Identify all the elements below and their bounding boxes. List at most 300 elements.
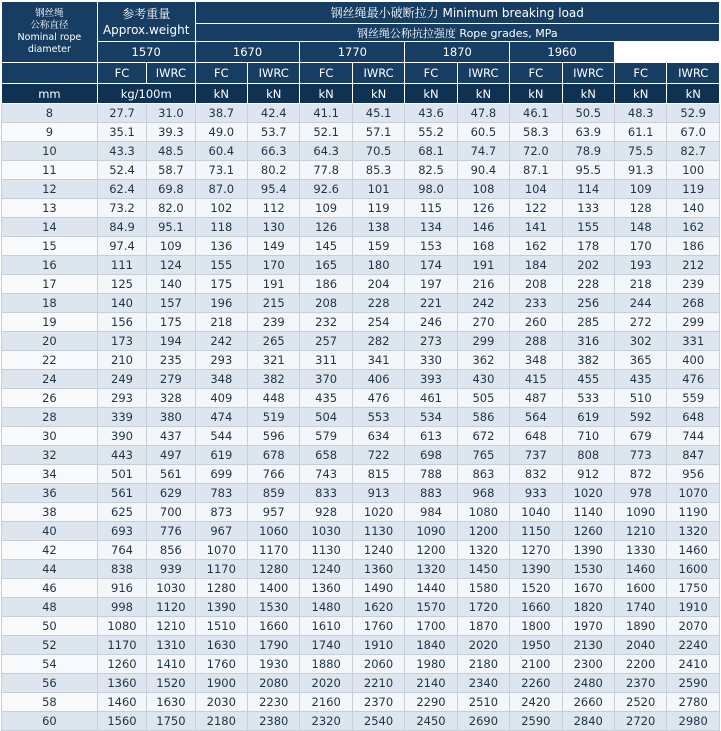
value-cell: 2320	[300, 712, 352, 731]
value-cell: 1530	[248, 598, 300, 617]
value-cell: 215	[248, 294, 300, 313]
diameter-cell: 20	[2, 332, 98, 351]
value-cell: 437	[147, 427, 195, 446]
value-cell: 55.2	[405, 123, 457, 142]
unit-kn: kN	[457, 84, 509, 104]
value-cell: 1970	[562, 617, 614, 636]
value-cell: 553	[352, 408, 404, 427]
value-cell: 808	[562, 446, 614, 465]
value-cell: 1360	[352, 560, 404, 579]
value-cell: 249	[97, 370, 146, 389]
value-cell: 710	[562, 427, 614, 446]
value-cell: 1460	[614, 560, 666, 579]
diameter-cell: 8	[2, 104, 98, 123]
value-cell: 1670	[562, 579, 614, 598]
value-cell: 2480	[562, 674, 614, 693]
table-row	[2, 598, 720, 617]
value-cell: 619	[562, 408, 614, 427]
value-cell: 87.1	[510, 161, 562, 180]
value-cell: 1750	[147, 712, 195, 731]
value-cell: 1360	[300, 579, 352, 598]
value-cell: 504	[300, 408, 352, 427]
value-cell: 625	[97, 503, 146, 522]
unit-kn: kN	[405, 84, 457, 104]
diameter-cell: 52	[2, 636, 98, 655]
value-cell: 390	[97, 427, 146, 446]
value-cell: 2180	[457, 655, 509, 674]
value-cell: 2370	[352, 693, 404, 712]
value-cell: 737	[510, 446, 562, 465]
value-cell: 153	[405, 237, 457, 256]
value-cell: 216	[457, 275, 509, 294]
value-cell: 2260	[510, 674, 562, 693]
diameter-cell: 16	[2, 256, 98, 275]
value-cell: 1460	[667, 541, 720, 560]
value-cell: 155	[195, 256, 247, 275]
value-cell: 109	[614, 180, 666, 199]
diameter-cell: 60	[2, 712, 98, 731]
value-cell: 2040	[614, 636, 666, 655]
diameter-cell: 54	[2, 655, 98, 674]
units-row	[2, 84, 720, 104]
value-cell: 124	[147, 256, 195, 275]
value-cell: 348	[195, 370, 247, 389]
value-cell: 815	[352, 465, 404, 484]
value-cell: 1320	[405, 560, 457, 579]
value-cell: 382	[562, 351, 614, 370]
iwrc-header: IWRC	[667, 63, 720, 84]
value-cell: 256	[562, 294, 614, 313]
value-cell: 561	[97, 484, 146, 503]
value-cell: 130	[248, 218, 300, 237]
value-cell: 341	[352, 351, 404, 370]
value-cell: 285	[562, 313, 614, 332]
value-cell: 1950	[510, 636, 562, 655]
value-cell: 299	[667, 313, 720, 332]
diameter-cell: 36	[2, 484, 98, 503]
value-cell: 90.4	[457, 161, 509, 180]
value-cell: 461	[405, 389, 457, 408]
value-cell: 956	[667, 465, 720, 484]
value-cell: 52.9	[667, 104, 720, 123]
value-cell: 2140	[405, 674, 457, 693]
value-cell: 95.1	[147, 218, 195, 237]
value-cell: 1410	[147, 655, 195, 674]
value-cell: 115	[405, 199, 457, 218]
value-cell: 933	[510, 484, 562, 503]
value-cell: 186	[300, 275, 352, 294]
value-cell: 1070	[667, 484, 720, 503]
table-row	[2, 712, 720, 731]
table-row	[2, 256, 720, 275]
value-cell: 1740	[300, 636, 352, 655]
value-cell: 1820	[562, 598, 614, 617]
value-cell: 64.3	[300, 142, 352, 161]
value-cell: 2020	[457, 636, 509, 655]
value-cell: 194	[147, 332, 195, 351]
unit-mm: mm	[2, 84, 98, 104]
value-cell: 698	[405, 446, 457, 465]
table-row	[2, 370, 720, 389]
value-cell: 112	[248, 199, 300, 218]
value-cell: 370	[300, 370, 352, 389]
value-cell: 435	[614, 370, 666, 389]
table-row	[2, 389, 720, 408]
value-cell: 288	[510, 332, 562, 351]
value-cell: 928	[300, 503, 352, 522]
value-cell: 73.1	[195, 161, 247, 180]
value-cell: 58.3	[510, 123, 562, 142]
value-cell: 613	[405, 427, 457, 446]
iwrc-header: IWRC	[457, 63, 509, 84]
value-cell: 1910	[667, 598, 720, 617]
diameter-cell: 26	[2, 389, 98, 408]
value-cell: 1030	[300, 522, 352, 541]
diameter-type-cell	[2, 63, 98, 84]
table-row	[2, 294, 720, 313]
value-cell: 321	[248, 351, 300, 370]
value-cell: 228	[562, 275, 614, 294]
value-cell: 679	[614, 427, 666, 446]
value-cell: 998	[97, 598, 146, 617]
value-cell: 2450	[405, 712, 457, 731]
value-cell: 2840	[562, 712, 614, 731]
diameter-cell: 28	[2, 408, 98, 427]
value-cell: 74.7	[457, 142, 509, 161]
value-cell: 1800	[510, 617, 562, 636]
value-cell: 859	[248, 484, 300, 503]
value-cell: 766	[248, 465, 300, 484]
table-row	[2, 636, 720, 655]
nominal-diameter-header	[2, 2, 98, 63]
grade-values-row	[2, 42, 720, 63]
value-cell: 191	[457, 256, 509, 275]
value-cell: 2660	[562, 693, 614, 712]
value-cell: 108	[457, 180, 509, 199]
value-cell: 118	[195, 218, 247, 237]
value-cell: 82.5	[405, 161, 457, 180]
value-cell: 1020	[562, 484, 614, 503]
value-cell: 85.3	[352, 161, 404, 180]
unit-kn: kN	[667, 84, 720, 104]
value-cell: 1330	[614, 541, 666, 560]
iwrc-header: IWRC	[562, 63, 614, 84]
value-cell: 872	[614, 465, 666, 484]
table-row	[2, 579, 720, 598]
value-cell: 279	[147, 370, 195, 389]
table-row	[2, 142, 720, 161]
value-cell: 77.8	[300, 161, 352, 180]
value-cell: 1480	[300, 598, 352, 617]
value-cell: 41.1	[300, 104, 352, 123]
value-cell: 2030	[195, 693, 247, 712]
value-cell: 2160	[300, 693, 352, 712]
value-cell: 968	[457, 484, 509, 503]
fc-header: FC	[405, 63, 457, 84]
diameter-cell: 24	[2, 370, 98, 389]
value-cell: 1080	[97, 617, 146, 636]
value-cell: 63.9	[562, 123, 614, 142]
value-cell: 221	[405, 294, 457, 313]
value-cell: 272	[614, 313, 666, 332]
table-row	[2, 275, 720, 294]
value-cell: 833	[300, 484, 352, 503]
diameter-cell: 9	[2, 123, 98, 142]
value-cell: 174	[405, 256, 457, 275]
value-cell: 75.5	[614, 142, 666, 161]
value-cell: 208	[300, 294, 352, 313]
value-cell: 967	[195, 522, 247, 541]
value-cell: 27.7	[97, 104, 146, 123]
value-cell: 1210	[614, 522, 666, 541]
value-cell: 1870	[457, 617, 509, 636]
value-cell: 1320	[667, 522, 720, 541]
value-cell: 1750	[667, 579, 720, 598]
value-cell: 1210	[147, 617, 195, 636]
value-cell: 1610	[300, 617, 352, 636]
value-cell: 519	[248, 408, 300, 427]
value-cell: 856	[147, 541, 195, 560]
rope-grades-header: 钢丝绳公称抗拉强度 Rope grades, MPa	[195, 24, 719, 42]
value-cell: 39.3	[147, 123, 195, 142]
value-cell: 210	[97, 351, 146, 370]
value-cell: 228	[352, 294, 404, 313]
value-cell: 722	[352, 446, 404, 465]
value-cell: 60.4	[195, 142, 247, 161]
value-cell: 1130	[300, 541, 352, 560]
nominal-cn-line1: 钢丝绳	[35, 8, 64, 19]
value-cell: 1120	[147, 598, 195, 617]
value-cell: 186	[667, 237, 720, 256]
value-cell: 773	[614, 446, 666, 465]
value-cell: 1140	[562, 503, 614, 522]
value-cell: 1600	[667, 560, 720, 579]
value-cell: 260	[510, 313, 562, 332]
table-row	[2, 446, 720, 465]
value-cell: 155	[562, 218, 614, 237]
value-cell: 140	[97, 294, 146, 313]
value-cell: 1070	[195, 541, 247, 560]
diameter-cell: 22	[2, 351, 98, 370]
value-cell: 838	[97, 560, 146, 579]
value-cell: 883	[405, 484, 457, 503]
nominal-cn-line2: 公称直径	[30, 20, 69, 31]
unit-kg-per-100m: kg/100m	[97, 84, 195, 104]
value-cell: 400	[667, 351, 720, 370]
value-cell: 119	[352, 199, 404, 218]
value-cell: 776	[147, 522, 195, 541]
value-cell: 1320	[457, 541, 509, 560]
value-cell: 1600	[614, 579, 666, 598]
core-type-row	[2, 63, 720, 84]
value-cell: 141	[510, 218, 562, 237]
value-cell: 2290	[405, 693, 457, 712]
value-cell: 175	[147, 313, 195, 332]
value-cell: 1240	[300, 560, 352, 579]
nominal-en-line2: diameter	[27, 44, 71, 55]
value-cell: 242	[195, 332, 247, 351]
value-cell: 239	[248, 313, 300, 332]
value-cell: 109	[300, 199, 352, 218]
diameter-cell: 38	[2, 503, 98, 522]
value-cell: 330	[405, 351, 457, 370]
value-cell: 1020	[352, 503, 404, 522]
value-cell: 184	[510, 256, 562, 275]
value-cell: 1400	[248, 579, 300, 598]
diameter-cell: 32	[2, 446, 98, 465]
table-row	[2, 351, 720, 370]
value-cell: 140	[667, 199, 720, 218]
value-cell: 348	[510, 351, 562, 370]
table-row	[2, 218, 720, 237]
value-cell: 134	[405, 218, 457, 237]
value-cell: 764	[97, 541, 146, 560]
value-cell: 634	[352, 427, 404, 446]
value-cell: 2520	[614, 693, 666, 712]
value-cell: 46.1	[510, 104, 562, 123]
unit-kn: kN	[300, 84, 352, 104]
table-row	[2, 465, 720, 484]
value-cell: 67.0	[667, 123, 720, 142]
value-cell: 1150	[510, 522, 562, 541]
value-cell: 592	[614, 408, 666, 427]
value-cell: 170	[248, 256, 300, 275]
value-cell: 409	[195, 389, 247, 408]
table-row	[2, 332, 720, 351]
iwrc-header: IWRC	[147, 63, 195, 84]
fc-header: FC	[614, 63, 666, 84]
value-cell: 505	[457, 389, 509, 408]
value-cell: 2420	[510, 693, 562, 712]
value-cell: 1740	[614, 598, 666, 617]
value-cell: 254	[352, 313, 404, 332]
value-cell: 2200	[614, 655, 666, 674]
diameter-cell: 40	[2, 522, 98, 541]
value-cell: 2510	[457, 693, 509, 712]
diameter-cell: 34	[2, 465, 98, 484]
table-row	[2, 655, 720, 674]
diameter-cell: 12	[2, 180, 98, 199]
value-cell: 84.9	[97, 218, 146, 237]
value-cell: 159	[352, 237, 404, 256]
value-cell: 66.3	[248, 142, 300, 161]
value-cell: 474	[195, 408, 247, 427]
value-cell: 765	[457, 446, 509, 465]
value-cell: 299	[457, 332, 509, 351]
value-cell: 2300	[562, 655, 614, 674]
value-cell: 126	[457, 199, 509, 218]
value-cell: 58.7	[147, 161, 195, 180]
diameter-cell: 10	[2, 142, 98, 161]
value-cell: 52.1	[300, 123, 352, 142]
value-cell: 111	[97, 256, 146, 275]
value-cell: 148	[614, 218, 666, 237]
value-cell: 2020	[300, 674, 352, 693]
value-cell: 175	[195, 275, 247, 294]
value-cell: 559	[667, 389, 720, 408]
value-cell: 212	[667, 256, 720, 275]
value-cell: 1930	[248, 655, 300, 674]
value-cell: 415	[510, 370, 562, 389]
value-cell: 847	[667, 446, 720, 465]
value-cell: 1360	[97, 674, 146, 693]
iwrc-header: IWRC	[352, 63, 404, 84]
value-cell: 1840	[405, 636, 457, 655]
value-cell: 1890	[614, 617, 666, 636]
value-cell: 658	[300, 446, 352, 465]
value-cell: 744	[667, 427, 720, 446]
value-cell: 2180	[195, 712, 247, 731]
value-cell: 1090	[405, 522, 457, 541]
value-cell: 178	[562, 237, 614, 256]
value-cell: 43.6	[405, 104, 457, 123]
diameter-cell: 11	[2, 161, 98, 180]
value-cell: 235	[147, 351, 195, 370]
value-cell: 218	[614, 275, 666, 294]
value-cell: 362	[457, 351, 509, 370]
value-cell: 2370	[614, 674, 666, 693]
value-cell: 257	[300, 332, 352, 351]
value-cell: 82.0	[147, 199, 195, 218]
value-cell: 265	[248, 332, 300, 351]
value-cell: 1280	[195, 579, 247, 598]
value-cell: 157	[147, 294, 195, 313]
value-cell: 35.1	[97, 123, 146, 142]
value-cell: 1310	[147, 636, 195, 655]
value-cell: 1630	[147, 693, 195, 712]
unit-kn: kN	[352, 84, 404, 104]
table-row	[2, 427, 720, 446]
value-cell: 873	[195, 503, 247, 522]
value-cell: 435	[300, 389, 352, 408]
table-row	[2, 313, 720, 332]
value-cell: 561	[147, 465, 195, 484]
unit-kn: kN	[562, 84, 614, 104]
unit-kn: kN	[614, 84, 666, 104]
value-cell: 239	[667, 275, 720, 294]
value-cell: 109	[147, 237, 195, 256]
diameter-cell: 50	[2, 617, 98, 636]
value-cell: 2070	[667, 617, 720, 636]
value-cell: 233	[510, 294, 562, 313]
value-cell: 156	[97, 313, 146, 332]
value-cell: 2080	[248, 674, 300, 693]
table-row	[2, 617, 720, 636]
value-cell: 534	[405, 408, 457, 427]
approx-weight-cn: 参考重量	[122, 6, 171, 21]
value-cell: 191	[248, 275, 300, 294]
value-cell: 743	[300, 465, 352, 484]
value-cell: 149	[248, 237, 300, 256]
value-cell: 302	[614, 332, 666, 351]
value-cell: 448	[248, 389, 300, 408]
value-cell: 246	[405, 313, 457, 332]
value-cell: 48.3	[614, 104, 666, 123]
value-cell: 1570	[405, 598, 457, 617]
value-cell: 564	[510, 408, 562, 427]
table-row	[2, 484, 720, 503]
diameter-cell: 18	[2, 294, 98, 313]
value-cell: 1520	[147, 674, 195, 693]
value-cell: 596	[248, 427, 300, 446]
value-cell: 52.4	[97, 161, 146, 180]
value-cell: 61.1	[614, 123, 666, 142]
value-cell: 339	[97, 408, 146, 427]
value-cell: 168	[457, 237, 509, 256]
value-cell: 700	[147, 503, 195, 522]
value-cell: 91.3	[614, 161, 666, 180]
value-cell: 138	[352, 218, 404, 237]
